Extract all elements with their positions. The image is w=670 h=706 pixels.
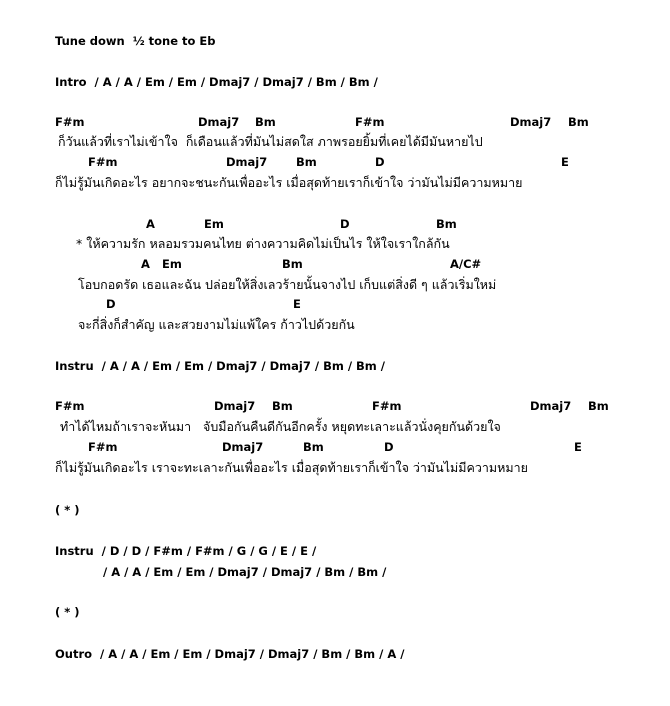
chord: D xyxy=(375,155,385,169)
lyric-line: ก็ไม่รู้มันเกิดอะไร เราจะทะเลาะกันเพื่ออะไร เมื่อสุดท้ายเราก็เข้าใจ ว่ามันไม่มีความหมาย xyxy=(55,460,528,475)
chord: F#m xyxy=(55,399,85,413)
outro-line: Outro / A / A / Em / Em / Dmaj7 / Dmaj7 / Bm / Bm / A / xyxy=(55,647,405,661)
chord: E xyxy=(561,155,569,169)
lyric-line: ทำได้ไหมถ้าเราจะหันมา จับมือกันคืนดีกันอีกครั้ง หยุดทะเลาะแล้วนั่งคุยกันด้วยใจ xyxy=(60,419,501,434)
chord: Bm xyxy=(296,155,317,169)
lyric-line: * ให้ความรัก หลอมรวมคนไทย ต่างความคิดไม่เป็นไร ให้ใจเราใกล้กัน xyxy=(76,236,450,251)
chord: Bm xyxy=(303,440,324,454)
instru-line: / A / A / Em / Em / Dmaj7 / Dmaj7 / Bm / Bm / xyxy=(103,565,387,579)
chord: Dmaj7 xyxy=(222,440,264,454)
lyric-line: จะกี่สิ่งก็สำคัญ และสวยงามไม่แพ้ใคร ก้าวไปด้วยกัน xyxy=(78,317,355,332)
instru-line: Instru / A / A / Em / Em / Dmaj7 / Dmaj7 / Bm / Bm / xyxy=(55,359,385,373)
lyric-line: โอบกอดรัด เธอและฉัน ปล่อยให้สิ่งเลวร้ายนั้นจางไป เก็บแต่สิ่งดี ๆ แล้วเริ่มใหม่ xyxy=(78,277,497,292)
chord: Bm xyxy=(568,115,589,129)
chord: D xyxy=(384,440,394,454)
chord: Bm xyxy=(282,257,303,271)
chord: A xyxy=(141,257,150,271)
chord: F#m xyxy=(88,155,118,169)
chord: Dmaj7 xyxy=(226,155,268,169)
lyric-line: ก็วันแล้วที่เราไม่เข้าใจ ก็เดือนแล้วที่มันไม่สดใส ภาพรอยยิ้มที่เคยได้มีมันหายไป xyxy=(58,134,483,149)
chord: Dmaj7 xyxy=(510,115,552,129)
chord: Dmaj7 xyxy=(530,399,572,413)
chord: Dmaj7 xyxy=(214,399,256,413)
intro-line: Intro / A / A / Em / Em / Dmaj7 / Dmaj7 / Bm / Bm / xyxy=(55,75,378,89)
repeat-marker: ( * ) xyxy=(55,503,80,517)
chord: D xyxy=(106,297,116,311)
chord: F#m xyxy=(55,115,85,129)
chord: F#m xyxy=(372,399,402,413)
chord: Bm xyxy=(255,115,276,129)
chord: E xyxy=(293,297,301,311)
chord: D xyxy=(340,217,350,231)
chord: Em xyxy=(162,257,182,271)
chord: F#m xyxy=(88,440,118,454)
chord: A/C# xyxy=(450,257,482,271)
instru-line: Instru / D / D / F#m / F#m / G / G / E / E / xyxy=(55,544,317,558)
chord: Dmaj7 xyxy=(198,115,240,129)
lyric-line: ก็ไม่รู้มันเกิดอะไร อยากจะชนะกันเพื่ออะไร เมื่อสุดท้ายเราก็เข้าใจ ว่ามันไม่มีความหมาย xyxy=(55,175,523,190)
chord: F#m xyxy=(355,115,385,129)
chord: A xyxy=(146,217,155,231)
chord: Em xyxy=(204,217,224,231)
tuning-note: Tune down ½ tone to Eb xyxy=(55,34,216,48)
repeat-marker: ( * ) xyxy=(55,605,80,619)
chord: Bm xyxy=(436,217,457,231)
chord: Bm xyxy=(272,399,293,413)
chord: E xyxy=(574,440,582,454)
chord: Bm xyxy=(588,399,609,413)
